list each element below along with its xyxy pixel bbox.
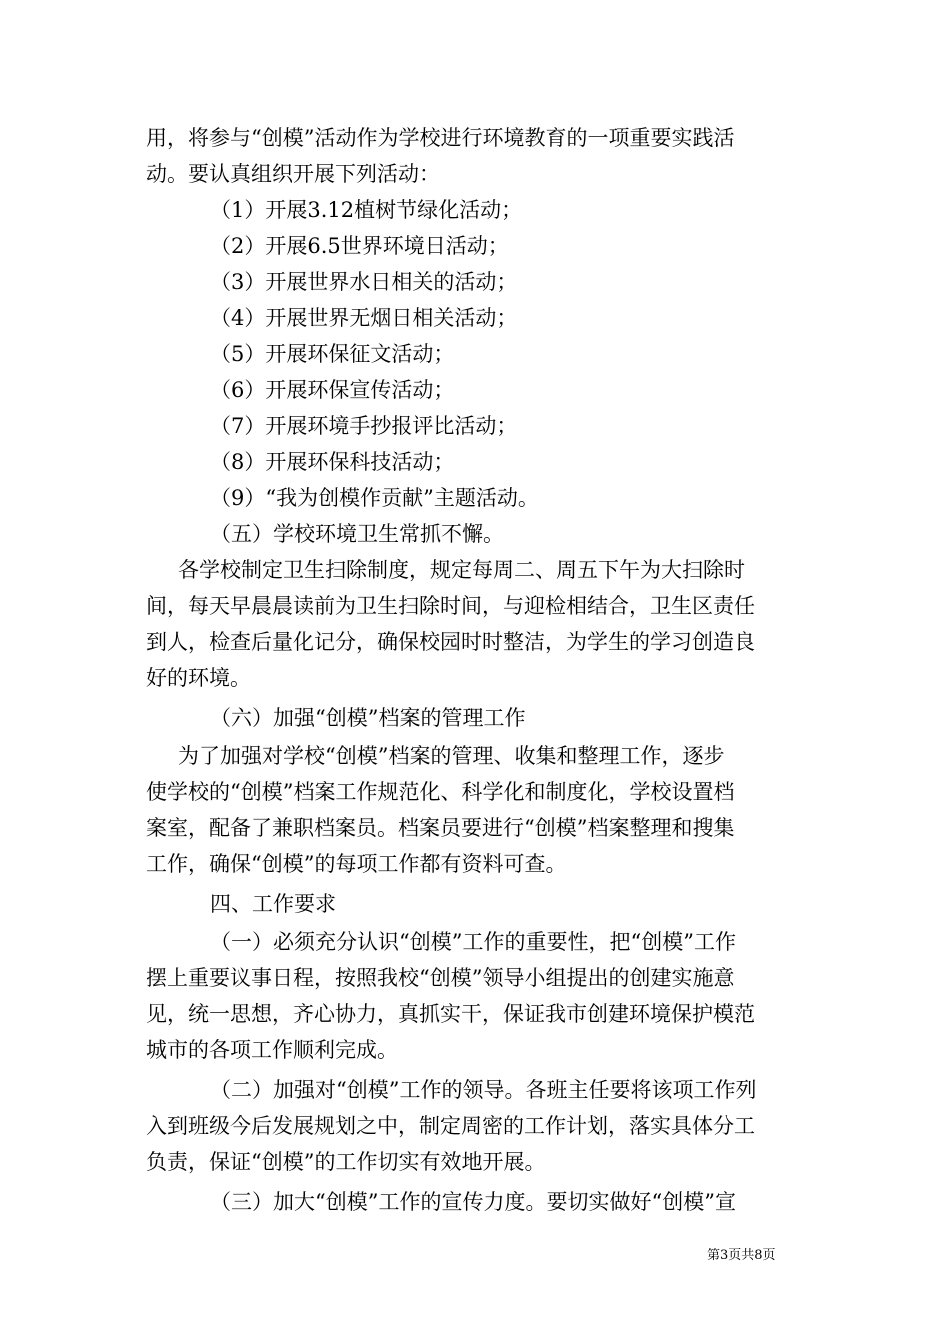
body-line: 使学校的“创模”档案工作规范化、科学化和制度化，学校设置档 xyxy=(146,780,735,804)
body-line: 各学校制定卫生扫除制度，规定每周二、周五下午为大扫除时 xyxy=(178,558,745,582)
body-line: 案室，配备了兼职档案员。档案员要进行“创模”档案整理和搜集 xyxy=(146,816,735,840)
body-line: （三）加大“创模”工作的宣传力度。要切实做好“创模”宣 xyxy=(210,1190,736,1214)
body-line: 工作，确保“创模”的每项工作都有资料可查。 xyxy=(146,852,567,876)
body-line: （一）必须充分认识“创模”工作的重要性，把“创模”工作 xyxy=(210,930,736,954)
list-item: （9）“我为创模作贡献”主题活动。 xyxy=(210,486,539,510)
body-line: 好的环境。 xyxy=(146,666,251,690)
body-line: 动。要认真组织开展下列活动： xyxy=(146,162,440,186)
body-line: 用，将参与“创模”活动作为学校进行环境教育的一项重要实践活 xyxy=(146,126,735,150)
body-line: 间，每天早晨晨读前为卫生扫除时间，与迎检相结合，卫生区责任 xyxy=(146,594,755,618)
page-number: 第3页共8页 xyxy=(707,1248,776,1263)
body-line: 负责，保证“创模”的工作切实有效地开展。 xyxy=(146,1150,546,1174)
body-line: 见，统一思想，齐心协力，真抓实干，保证我市创建环境保护模范 xyxy=(146,1002,755,1026)
body-line: 入到班级今后发展规划之中，制定周密的工作计划，落实具体分工 xyxy=(146,1114,755,1138)
list-item: （1）开展3.12植树节绿化活动； xyxy=(210,198,523,222)
list-item: （4）开展世界无烟日相关活动； xyxy=(210,306,518,330)
list-item: （2）开展6.5世界环境日活动； xyxy=(210,234,509,258)
list-item: （8）开展环保科技活动； xyxy=(210,450,455,474)
section-heading: （五）学校环境卫生常抓不懈。 xyxy=(210,522,504,546)
list-item: （7）开展环境手抄报评比活动； xyxy=(210,414,518,438)
list-item: （5）开展环保征文活动； xyxy=(210,342,455,366)
section-heading: 四、工作要求 xyxy=(210,892,336,916)
body-line: 到人，检查后量化记分，确保校园时时整洁，为学生的学习创造良 xyxy=(146,630,755,654)
body-line: 城市的各项工作顺利完成。 xyxy=(146,1038,398,1062)
list-item: （3）开展世界水日相关的活动； xyxy=(210,270,518,294)
body-line: （二）加强对“创模”工作的领导。各班主任要将该项工作列 xyxy=(210,1078,757,1102)
section-heading: （六）加强“创模”档案的管理工作 xyxy=(210,706,526,730)
body-line: 摆上重要议事日程，按照我校“创模”领导小组提出的创建实施意 xyxy=(146,966,735,990)
list-item: （6）开展环保宣传活动； xyxy=(210,378,455,402)
body-line: 为了加强对学校“创模”档案的管理、收集和整理工作，逐步 xyxy=(178,744,725,768)
